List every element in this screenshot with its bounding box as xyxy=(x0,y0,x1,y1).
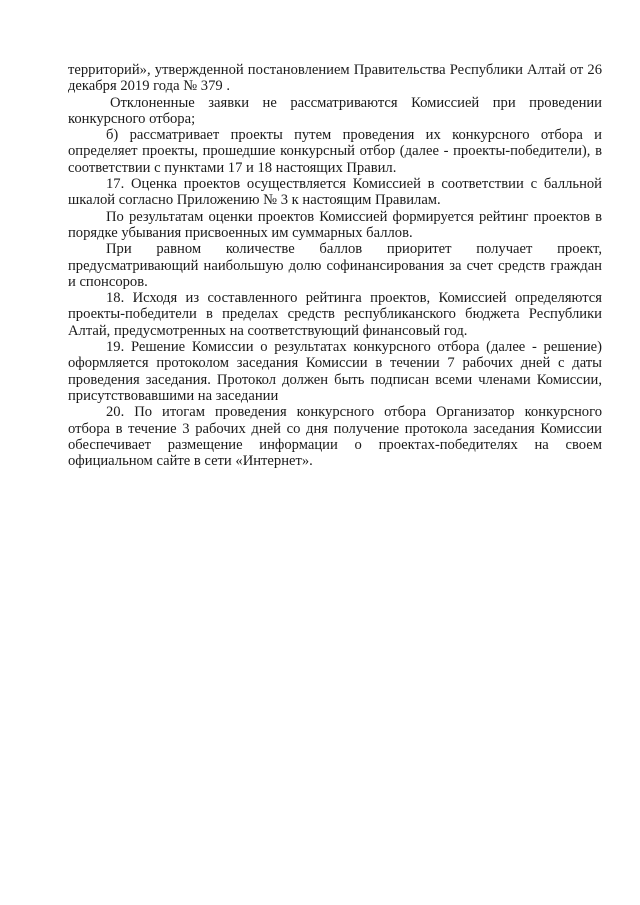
paragraph-item-17: 17. Оценка проектов осуществляется Комиссией в соответствии с балльной шкалой согласно Приложению № 3 к настоящим Правилам. xyxy=(68,176,602,209)
paragraph-item-b: б) рассматривает проекты путем проведения их конкурсного отбора и определяет проекты, прошедшие конкурсный отбор (далее - проекты-победители), в соответствии с пунктами 17 и 18 настоящих Правил. xyxy=(68,127,602,176)
paragraph-item-20: 20. По итогам проведения конкурсного отбора Организатор конкурсного отбора в течение 3 рабочих дней со дня получение протокола заседания Комиссии обеспечивает размещение информации о проектах-победителях на своем официальном сайте в сети «Интернет». xyxy=(68,404,602,470)
paragraph-rejected-applications: Отклоненные заявки не рассматриваются Комиссией при проведении конкурсного отбора; xyxy=(68,94,602,127)
paragraph-item-18: 18. Исходя из составленного рейтинга проектов, Комиссией определяются проекты-победители в пределах средств республиканского бюджета Республики Алтай, предусмотренных на соответствующий финансовый год. xyxy=(68,290,602,339)
document-body xyxy=(68,62,602,469)
paragraph-continuation: территорий», утвержденной постановлением Правительства Республики Алтай от 26 декабря 2019 года № 379 . xyxy=(68,62,602,95)
paragraph-equal-score: При равном количестве баллов приоритет получает проект, предусматривающий наибольшую долю софинансирования за счет средств граждан и спонсоров. xyxy=(68,241,602,290)
paragraph-rating: По результатам оценки проектов Комиссией формируется рейтинг проектов в порядке убывания присвоенных им суммарных баллов. xyxy=(68,208,602,241)
paragraph-item-19: 19. Решение Комиссии о результатах конкурсного отбора (далее - решение) оформляется протоколом заседания Комиссии в течении 7 рабочих дней с даты проведения заседания. Протокол должен быть подписан всеми членами Комиссии, присутствовавшими на заседании xyxy=(68,339,602,404)
